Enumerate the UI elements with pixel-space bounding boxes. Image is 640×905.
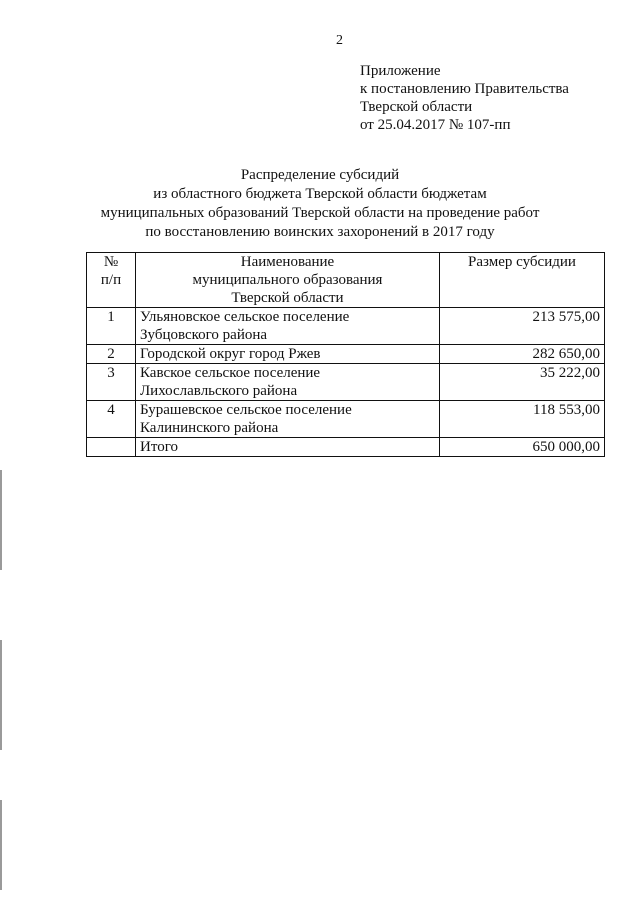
scan-edge-mark <box>0 800 2 890</box>
row-name-line: Кавское сельское поселение <box>140 365 321 381</box>
appendix-block <box>360 62 569 134</box>
table-row <box>87 345 605 364</box>
row-number: 1 <box>87 308 136 345</box>
row-number: 3 <box>87 364 136 401</box>
subsidy-table <box>86 252 605 457</box>
row-name-line: Зубцовского района <box>140 327 268 343</box>
total-number <box>87 438 136 457</box>
header-number-line: п/п <box>100 272 122 288</box>
table-header-row <box>87 253 605 308</box>
row-name-line: Городской округ город Ржев <box>140 346 321 362</box>
scan-edge-mark <box>0 470 2 570</box>
row-number: 4 <box>87 401 136 438</box>
row-name-line: Калининского района <box>140 420 279 436</box>
row-name-line: Лихославльского района <box>140 383 298 399</box>
header-number <box>87 253 136 308</box>
row-name <box>136 308 440 345</box>
table-total-row <box>87 438 605 457</box>
row-amount: 282 650,00 <box>440 345 605 364</box>
header-name-line: муниципального образования <box>192 272 383 288</box>
total-label: Итого <box>136 438 440 457</box>
header-amount: Размер субсидии <box>440 253 605 308</box>
scan-edge-mark <box>0 640 2 750</box>
title-line: Распределение субсидий <box>240 167 400 183</box>
row-number: 2 <box>87 345 136 364</box>
table-row <box>87 364 605 401</box>
row-name <box>136 401 440 438</box>
row-name-line: Бурашевское сельское поселение <box>140 402 352 418</box>
table-row <box>87 401 605 438</box>
row-name <box>136 345 440 364</box>
header-number-line: № <box>103 254 119 270</box>
total-amount: 650 000,00 <box>440 438 605 457</box>
header-name-line: Тверской области <box>231 290 344 306</box>
header-name <box>136 253 440 308</box>
title-line: из областного бюджета Тверской области бюджетам <box>153 186 487 202</box>
appendix-line: от 25.04.2017 № 107-пп <box>360 117 511 133</box>
appendix-line: Тверской области <box>360 99 473 115</box>
title-line: по восстановлению воинских захоронений в 2017 году <box>145 224 495 240</box>
appendix-line: к постановлению Правительства <box>360 81 569 97</box>
table-row <box>87 308 605 345</box>
document-title <box>0 166 640 242</box>
row-amount: 213 575,00 <box>440 308 605 345</box>
page-number: 2 <box>336 33 343 48</box>
appendix-line: Приложение <box>360 63 441 79</box>
row-name <box>136 364 440 401</box>
title-line: муниципальных образований Тверской области на проведение работ <box>100 205 540 221</box>
row-amount: 35 222,00 <box>440 364 605 401</box>
row-name-line: Ульяновское сельское поселение <box>140 309 350 325</box>
row-amount: 118 553,00 <box>440 401 605 438</box>
header-name-line: Наименование <box>240 254 335 270</box>
